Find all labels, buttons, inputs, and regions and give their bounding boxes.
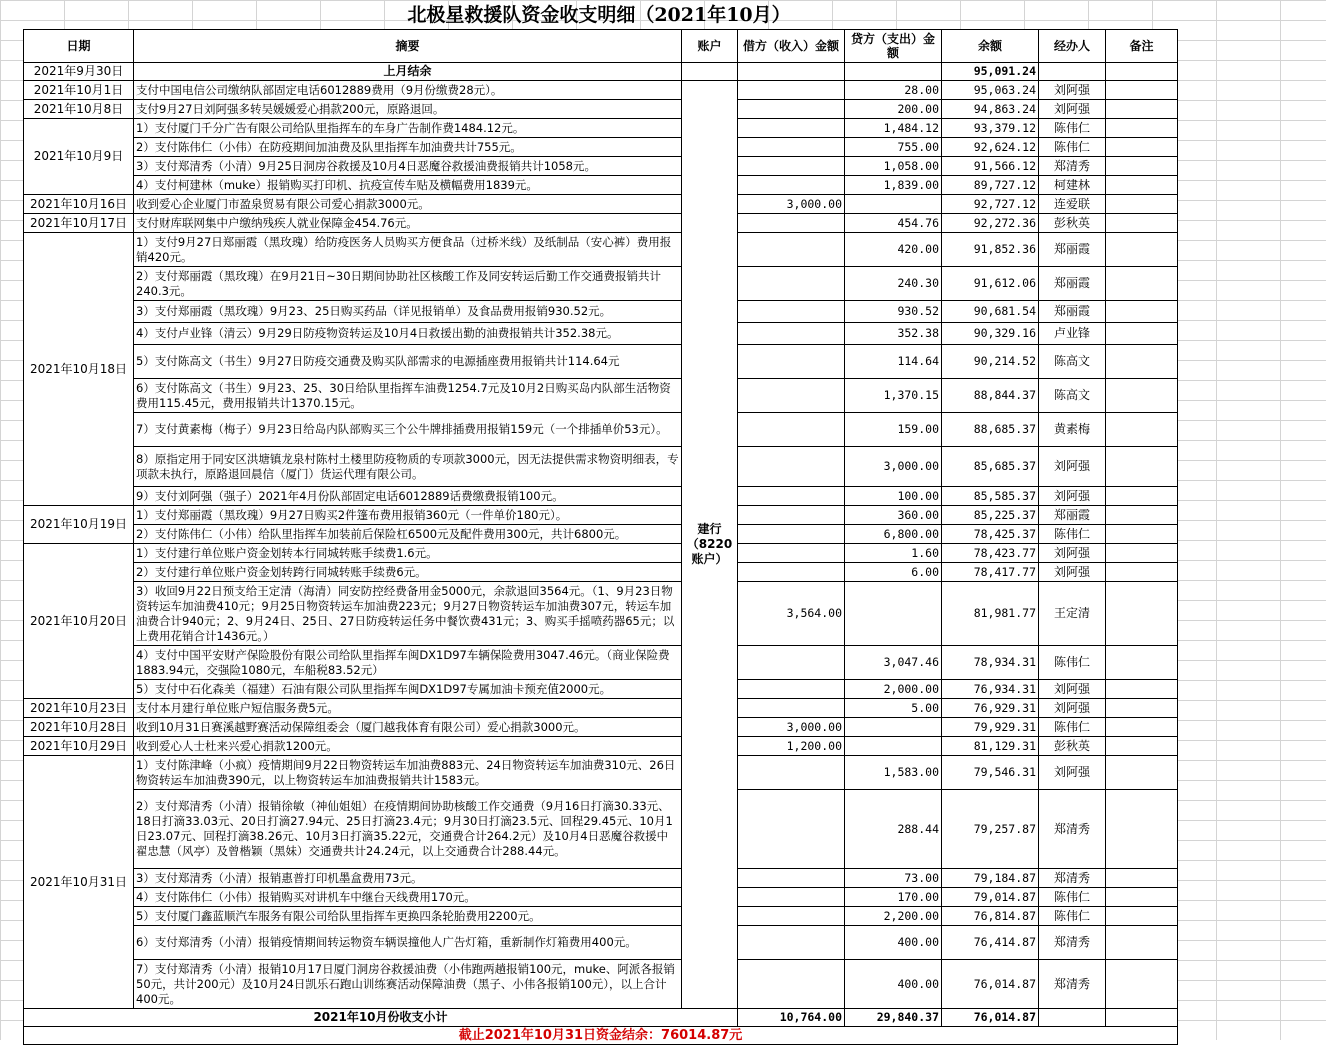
summary-cell[interactable]: 6）支付郑清秀（小清）报销疫情期间转运物资车辆误撞他人广告灯箱，重新制作灯箱费用400元。: [134, 926, 682, 960]
handler-cell[interactable]: 刘阿强: [1039, 680, 1106, 699]
balance-cell[interactable]: 91,852.36: [942, 233, 1039, 267]
summary-cell[interactable]: 4）支付柯建林（muke）报销购买打印机、抗疫宣传车贴及横幅费用1839元。: [134, 176, 682, 195]
table-row: [24, 718, 1178, 737]
balance-cell[interactable]: 88,685.37: [942, 413, 1039, 447]
summary-cell[interactable]: 支付本月建行单位账户短信服务费5元。: [134, 699, 682, 718]
credit-cell[interactable]: 288.44: [845, 790, 942, 869]
remark-cell[interactable]: [1106, 323, 1178, 345]
debit-cell[interactable]: [738, 506, 845, 525]
remark-cell[interactable]: [1106, 233, 1178, 267]
remark-cell[interactable]: [1106, 81, 1178, 100]
balance-cell[interactable]: 79,257.87: [942, 790, 1039, 869]
date-cell[interactable]: 2021年10月23日: [24, 699, 134, 718]
summary-cell[interactable]: 收到爱心人士杜来兴爱心捐款1200元。: [134, 737, 682, 756]
balance-cell[interactable]: 92,624.12: [942, 138, 1039, 157]
summary-cell[interactable]: 6）支付陈高文（书生）9月23、25、30日给队里指挥车油费1254.7元及10月2日购买岛内队部生活物资费用115.45元，费用报销共计1370.15元。: [134, 379, 682, 413]
summary-cell[interactable]: 1）支付郑丽霞（黑玫瑰）9月27日购买2件篷布费用报销360元（一件单价180元）。: [134, 506, 682, 525]
table-row: [24, 345, 1178, 379]
credit-cell[interactable]: 3,047.46: [845, 646, 942, 680]
summary-cell[interactable]: 5）支付厦门鑫蓝顺汽车服务有限公司给队里指挥车更换四条轮胎费用2200元。: [134, 907, 682, 926]
credit-cell[interactable]: 454.76: [845, 214, 942, 233]
table-row: [24, 646, 1178, 680]
debit-cell[interactable]: [738, 379, 845, 413]
remark-cell[interactable]: [1106, 646, 1178, 680]
table-row: [24, 960, 1178, 1009]
summary-cell[interactable]: 8）原指定用于同安区洪塘镇龙泉村陈村土楼里防疫物质的专项款3000元，因无法提供需求物资明细表，专项款未执行，原路退回晨信（厦门）货运代理有限公司。: [134, 447, 682, 487]
balance-cell[interactable]: 79,546.31: [942, 756, 1039, 790]
handler-cell[interactable]: 陈伟仁: [1039, 888, 1106, 907]
handler-cell[interactable]: 郑清秀: [1039, 960, 1106, 1009]
opening-date[interactable]: 2021年9月30日: [24, 63, 134, 81]
date-cell[interactable]: 2021年10月18日: [24, 233, 134, 506]
debit-cell[interactable]: [738, 447, 845, 487]
opening-remark-cell[interactable]: [1106, 63, 1178, 81]
summary-cell[interactable]: 收到10月31日赛溪越野赛活动保障组委会（厦门越我体育有限公司）爱心捐款3000元。: [134, 718, 682, 737]
remark-cell[interactable]: [1106, 506, 1178, 525]
table-row: [24, 413, 1178, 447]
table-row: [24, 157, 1178, 176]
table-row: [24, 699, 1178, 718]
table-row: [24, 119, 1178, 138]
subtotal-balance[interactable]: 76,014.87: [942, 1009, 1039, 1027]
credit-cell[interactable]: 352.38: [845, 323, 942, 345]
credit-cell[interactable]: 200.00: [845, 100, 942, 119]
credit-cell[interactable]: 400.00: [845, 926, 942, 960]
balance-cell[interactable]: 78,425.37: [942, 525, 1039, 544]
debit-cell[interactable]: [738, 790, 845, 869]
summary-cell[interactable]: 2）支付陈伟仁（小伟）给队里指挥车加装前后保险杠6500元及配件费用300元，共计6800元。: [134, 525, 682, 544]
debit-cell[interactable]: 3,000.00: [738, 195, 845, 214]
remark-cell[interactable]: [1106, 176, 1178, 195]
balance-cell[interactable]: 91,612.06: [942, 267, 1039, 301]
table-row: [24, 525, 1178, 544]
table-row: [24, 544, 1178, 563]
table-row: [24, 195, 1178, 214]
debit-cell[interactable]: [738, 413, 845, 447]
table-row: [24, 214, 1178, 233]
opening-account-cell[interactable]: [682, 63, 738, 81]
handler-cell[interactable]: 刘阿强: [1039, 100, 1106, 119]
header-credit[interactable]: 贷方（支出）金额: [845, 30, 942, 63]
debit-cell[interactable]: 1,200.00: [738, 737, 845, 756]
remark-cell[interactable]: [1106, 718, 1178, 737]
table-row: [24, 379, 1178, 413]
balance-cell[interactable]: 85,585.37: [942, 487, 1039, 506]
table-row: [24, 737, 1178, 756]
table-row: [24, 138, 1178, 157]
remark-cell[interactable]: [1106, 756, 1178, 790]
table-row: [24, 233, 1178, 267]
handler-cell[interactable]: 郑丽霞: [1039, 267, 1106, 301]
table-row: [24, 176, 1178, 195]
balance-cell[interactable]: 78,934.31: [942, 646, 1039, 680]
credit-cell[interactable]: 1,370.15: [845, 379, 942, 413]
summary-cell[interactable]: 1）支付建行单位账户资金划转本行同城转账手续费1.6元。: [134, 544, 682, 563]
summary-cell[interactable]: 3）支付郑丽霞（黑玫瑰）9月23、25日购买药品（详见报销单）及食品费用报销930.52元。: [134, 301, 682, 323]
summary-cell[interactable]: 2）支付建行单位账户资金划转跨行同城转账手续费6元。: [134, 563, 682, 582]
debit-cell[interactable]: [738, 563, 845, 582]
remark-cell[interactable]: [1106, 525, 1178, 544]
table-row: [24, 582, 1178, 646]
remark-cell[interactable]: [1106, 100, 1178, 119]
debit-cell[interactable]: [738, 680, 845, 699]
table-row: [24, 563, 1178, 582]
credit-cell[interactable]: 73.00: [845, 869, 942, 888]
debit-cell[interactable]: [738, 756, 845, 790]
remark-cell[interactable]: [1106, 195, 1178, 214]
debit-cell[interactable]: [738, 907, 845, 926]
balance-cell[interactable]: 89,727.12: [942, 176, 1039, 195]
balance-cell[interactable]: 90,681.54: [942, 301, 1039, 323]
debit-cell[interactable]: 3,564.00: [738, 582, 845, 646]
handler-cell[interactable]: 陈伟仁: [1039, 646, 1106, 680]
page-title: 北极星救援队资金收支明细（2021年10月）: [407, 4, 791, 26]
table-row: [24, 869, 1178, 888]
header-handler[interactable]: 经办人: [1039, 30, 1106, 63]
remark-cell[interactable]: [1106, 680, 1178, 699]
table-row: [24, 447, 1178, 487]
balance-cell[interactable]: 76,929.31: [942, 699, 1039, 718]
table-row: [24, 790, 1178, 869]
balance-cell[interactable]: 81,129.31: [942, 737, 1039, 756]
header-remark[interactable]: 备注: [1106, 30, 1178, 63]
table-row: [24, 267, 1178, 301]
summary-cell[interactable]: 2）支付郑清秀（小清）报销徐敏（神仙姐姐）在疫情期间协助核酸工作交通费（9月16日打滴30.33元、18日打滴33.03元、20日打滴27.94元、25日打滴23.4元；9月30日打滴23.5元、回程29.45元、10月1日23.07元、回程打滴38.26元、10月3日打滴35.22元，交通费合计264.2元）及10月4日恶魔谷救援中翟忠慧（风亭）及曾楷颖（黑妹）交通费共计24.24元，以上交通费合计288.44元。: [134, 790, 682, 869]
date-cell[interactable]: 2021年10月1日: [24, 81, 134, 100]
balance-cell[interactable]: 92,727.12: [942, 195, 1039, 214]
credit-cell[interactable]: [845, 195, 942, 214]
handler-cell[interactable]: 刘阿强: [1039, 81, 1106, 100]
remark-cell[interactable]: [1106, 888, 1178, 907]
handler-cell[interactable]: 郑清秀: [1039, 869, 1106, 888]
summary-cell[interactable]: 2）支付郑丽霞（黑玫瑰）在9月21日~30日期间协助社区核酸工作及同安转运后勤工作交通费报销共计240.3元。: [134, 267, 682, 301]
date-cell[interactable]: 2021年10月31日: [24, 756, 134, 1009]
credit-cell[interactable]: 6.00: [845, 563, 942, 582]
opening-label[interactable]: 上月结余: [134, 63, 682, 81]
handler-cell[interactable]: 郑清秀: [1039, 926, 1106, 960]
balance-cell[interactable]: 76,014.87: [942, 960, 1039, 1009]
debit-cell[interactable]: [738, 138, 845, 157]
header-row: [24, 30, 1178, 63]
debit-cell[interactable]: [738, 926, 845, 960]
balance-cell[interactable]: 91,566.12: [942, 157, 1039, 176]
remark-cell[interactable]: [1106, 413, 1178, 447]
credit-cell[interactable]: [845, 718, 942, 737]
date-cell[interactable]: 2021年10月16日: [24, 195, 134, 214]
credit-cell[interactable]: 1,839.00: [845, 176, 942, 195]
opening-balance[interactable]: 95,091.24: [942, 63, 1039, 81]
balance-cell[interactable]: 93,379.12: [942, 119, 1039, 138]
ledger-table: [23, 29, 1178, 1045]
handler-cell[interactable]: 刘阿强: [1039, 563, 1106, 582]
balance-cell[interactable]: 76,414.87: [942, 926, 1039, 960]
date-cell[interactable]: 2021年10月9日: [24, 119, 134, 195]
debit-cell[interactable]: [738, 214, 845, 233]
handler-cell[interactable]: 刘阿强: [1039, 487, 1106, 506]
subtotal-debit[interactable]: 10,764.00: [738, 1009, 845, 1027]
summary-cell[interactable]: 1）支付厦门千分广告有限公司给队里指挥车的车身广告制作费1484.12元。: [134, 119, 682, 138]
balance-cell[interactable]: 95,063.24: [942, 81, 1039, 100]
handler-cell[interactable]: 陈伟仁: [1039, 119, 1106, 138]
credit-cell[interactable]: 400.00: [845, 960, 942, 1009]
debit-cell[interactable]: [738, 301, 845, 323]
handler-cell[interactable]: 郑清秀: [1039, 790, 1106, 869]
opening-credit-cell[interactable]: [845, 63, 942, 81]
summary-cell[interactable]: 支付财库联网集中户缴纳残疾人就业保障金454.76元。: [134, 214, 682, 233]
summary-cell[interactable]: 3）收回9月22日预支给王定清（海清）同安防控经费备用金5000元，余款退回3564元。（1、9月23日物资转运车加油费410元；9月25日物资转运车加油费223元；9月27日物资转运车加油费307元，转运车加油费合计940元；2、9月24日、25日、27日防疫转运任务中餐饮费431元；3、购买手摇喷药器65元；以上费用花销合计1436元。）: [134, 582, 682, 646]
opening-debit-cell[interactable]: [738, 63, 845, 81]
remark-cell[interactable]: [1106, 379, 1178, 413]
closing-row: [24, 1027, 1178, 1045]
summary-cell[interactable]: 1）支付陈津峰（小疯）疫情期间9月22日物资转运车加油费883元、24日物资转运车加油费310元、26日物资转运车加油费390元，以上物资转运车加油费报销共计1583元。: [134, 756, 682, 790]
credit-cell[interactable]: 3,000.00: [845, 447, 942, 487]
credit-cell[interactable]: 1.60: [845, 544, 942, 563]
handler-cell[interactable]: 陈伟仁: [1039, 718, 1106, 737]
table-row: [24, 487, 1178, 506]
debit-cell[interactable]: 3,000.00: [738, 718, 845, 737]
credit-cell[interactable]: 1,058.00: [845, 157, 942, 176]
credit-cell[interactable]: 170.00: [845, 888, 942, 907]
handler-cell[interactable]: 柯建林: [1039, 176, 1106, 195]
table-row: [24, 907, 1178, 926]
summary-cell[interactable]: 7）支付黄素梅（梅子）9月23日给岛内队部购买三个公牛牌排插费用报销159元（一个排插单价53元）。: [134, 413, 682, 447]
balance-cell[interactable]: 81,981.77: [942, 582, 1039, 646]
balance-cell[interactable]: 85,225.37: [942, 506, 1039, 525]
balance-cell[interactable]: 78,423.77: [942, 544, 1039, 563]
credit-cell[interactable]: 360.00: [845, 506, 942, 525]
handler-cell[interactable]: 陈伟仁: [1039, 525, 1106, 544]
balance-cell[interactable]: 79,929.31: [942, 718, 1039, 737]
balance-cell[interactable]: 90,329.16: [942, 323, 1039, 345]
table-row: [24, 680, 1178, 699]
handler-cell[interactable]: 刘阿强: [1039, 447, 1106, 487]
remark-cell[interactable]: [1106, 563, 1178, 582]
credit-cell[interactable]: 5.00: [845, 699, 942, 718]
credit-cell[interactable]: 755.00: [845, 138, 942, 157]
header-balance[interactable]: 余额: [942, 30, 1039, 63]
debit-cell[interactable]: [738, 81, 845, 100]
credit-cell[interactable]: [845, 737, 942, 756]
remark-cell[interactable]: [1106, 267, 1178, 301]
handler-cell[interactable]: 陈伟仁: [1039, 138, 1106, 157]
opening-row: [24, 63, 1178, 81]
credit-cell[interactable]: 6,800.00: [845, 525, 942, 544]
credit-cell[interactable]: 114.64: [845, 345, 942, 379]
balance-cell[interactable]: 78,417.77: [942, 563, 1039, 582]
debit-cell[interactable]: [738, 888, 845, 907]
credit-cell[interactable]: 1,484.12: [845, 119, 942, 138]
handler-cell[interactable]: 刘阿强: [1039, 699, 1106, 718]
remark-cell[interactable]: [1106, 138, 1178, 157]
credit-cell[interactable]: [845, 582, 942, 646]
balance-cell[interactable]: 90,214.52: [942, 345, 1039, 379]
table-row: [24, 756, 1178, 790]
header-account[interactable]: 账户: [682, 30, 738, 63]
subtotal-credit[interactable]: 29,840.37: [845, 1009, 942, 1027]
debit-cell[interactable]: [738, 100, 845, 119]
handler-cell[interactable]: 彭秋英: [1039, 214, 1106, 233]
summary-cell[interactable]: 3）支付郑清秀（小清）9月25日洞房谷救援及10月4日恶魔谷救援油费报销共计1058元。: [134, 157, 682, 176]
summary-cell[interactable]: 4）支付卢业锋（清云）9月29日防疫物资转运及10月4日救援出勤的油费报销共计352.38元。: [134, 323, 682, 345]
credit-cell[interactable]: 240.30: [845, 267, 942, 301]
credit-cell[interactable]: 100.00: [845, 487, 942, 506]
handler-cell[interactable]: 黄素梅: [1039, 413, 1106, 447]
handler-cell[interactable]: 陈高文: [1039, 379, 1106, 413]
remark-cell[interactable]: [1106, 447, 1178, 487]
summary-cell[interactable]: 支付中国电信公司缴纳队部固定电话6012889费用（9月份缴费28元）。: [134, 81, 682, 100]
remark-cell[interactable]: [1106, 699, 1178, 718]
date-cell[interactable]: 2021年10月17日: [24, 214, 134, 233]
subtotal-label[interactable]: 2021年10月份收支小计: [24, 1009, 738, 1027]
balance-cell[interactable]: 79,014.87: [942, 888, 1039, 907]
balance-cell[interactable]: 85,685.37: [942, 447, 1039, 487]
remark-cell[interactable]: [1106, 960, 1178, 1009]
balance-cell[interactable]: 76,934.31: [942, 680, 1039, 699]
debit-cell[interactable]: [738, 646, 845, 680]
balance-cell[interactable]: 88,844.37: [942, 379, 1039, 413]
remark-cell[interactable]: [1106, 487, 1178, 506]
balance-cell[interactable]: 94,863.24: [942, 100, 1039, 119]
date-cell[interactable]: 2021年10月29日: [24, 737, 134, 756]
handler-cell[interactable]: 彭秋英: [1039, 737, 1106, 756]
handler-cell[interactable]: 刘阿强: [1039, 544, 1106, 563]
header-date[interactable]: 日期: [24, 30, 134, 63]
remark-cell[interactable]: [1106, 345, 1178, 379]
summary-cell[interactable]: 4）支付陈伟仁（小伟）报销购买对讲机车中继台天线费用170元。: [134, 888, 682, 907]
debit-cell[interactable]: [738, 323, 845, 345]
table-row: [24, 506, 1178, 525]
subtotal-handler-cell[interactable]: [1039, 1009, 1106, 1027]
table-row: [24, 100, 1178, 119]
summary-cell[interactable]: 4）支付中国平安财产保险股份有限公司给队里指挥车闽DX1D97车辆保险费用3047.46元。（商业保险费1883.94元，交强险1080元，车船税83.52元）: [134, 646, 682, 680]
remark-cell[interactable]: [1106, 301, 1178, 323]
credit-cell[interactable]: 420.00: [845, 233, 942, 267]
balance-cell[interactable]: 76,814.87: [942, 907, 1039, 926]
header-summary[interactable]: 摘要: [134, 30, 682, 63]
balance-cell[interactable]: 92,272.36: [942, 214, 1039, 233]
table-row: [24, 81, 1178, 100]
debit-cell[interactable]: [738, 544, 845, 563]
account-cell[interactable]: 建行（8220账户）: [682, 81, 738, 1009]
table-row: [24, 301, 1178, 323]
summary-cell[interactable]: 9）支付刘阿强（强子）2021年4月份队部固定电话6012889话费缴费报销100元。: [134, 487, 682, 506]
debit-cell[interactable]: [738, 960, 845, 1009]
remark-cell[interactable]: [1106, 907, 1178, 926]
date-cell[interactable]: 2021年10月19日: [24, 506, 134, 544]
debit-cell[interactable]: [738, 157, 845, 176]
summary-cell[interactable]: 收到爱心企业厦门市盈泉贸易有限公司爱心捐款3000元。: [134, 195, 682, 214]
remark-cell[interactable]: [1106, 926, 1178, 960]
subtotal-remark-cell[interactable]: [1106, 1009, 1178, 1027]
credit-cell[interactable]: 2,200.00: [845, 907, 942, 926]
debit-cell[interactable]: [738, 699, 845, 718]
remark-cell[interactable]: [1106, 582, 1178, 646]
debit-cell[interactable]: [738, 869, 845, 888]
debit-cell[interactable]: [738, 233, 845, 267]
remark-cell[interactable]: [1106, 119, 1178, 138]
summary-cell[interactable]: 支付9月27日刘阿强多转吴媛媛爱心捐款200元，原路退回。: [134, 100, 682, 119]
summary-cell[interactable]: 5）支付中石化森美（福建）石油有限公司队里指挥车闽DX1D97专属加油卡预充值2000元。: [134, 680, 682, 699]
debit-cell[interactable]: [738, 119, 845, 138]
summary-cell[interactable]: 1）支付9月27日郑丽霞（黑玫瑰）给防疫医务人员购买方便食品（过桥米线）及纸制品（安心裤）费用报销420元。: [134, 233, 682, 267]
remark-cell[interactable]: [1106, 869, 1178, 888]
opening-handler-cell[interactable]: [1039, 63, 1106, 81]
summary-cell[interactable]: 7）支付郑清秀（小清）报销10月17日厦门洞房谷救援油费（小伟跑两趟报销100元，muke、阿派各报销50元，共计200元）及10月24日凯乐石跑山训练赛活动保障油费（黑子、小伟各报销100元），以上合计400元。: [134, 960, 682, 1009]
credit-cell[interactable]: 930.52: [845, 301, 942, 323]
handler-cell[interactable]: 刘阿强: [1039, 756, 1106, 790]
table-row: [24, 926, 1178, 960]
handler-cell[interactable]: 连爱联: [1039, 195, 1106, 214]
table-row: [24, 323, 1178, 345]
handler-cell[interactable]: 郑丽霞: [1039, 506, 1106, 525]
credit-cell[interactable]: 1,583.00: [845, 756, 942, 790]
debit-cell[interactable]: [738, 267, 845, 301]
table-row: [24, 888, 1178, 907]
debit-cell[interactable]: [738, 176, 845, 195]
remark-cell[interactable]: [1106, 737, 1178, 756]
summary-cell[interactable]: 5）支付陈高文（书生）9月27日防疫交通费及购买队部需求的电源插座费用报销共计114.64元: [134, 345, 682, 379]
debit-cell[interactable]: [738, 525, 845, 544]
handler-cell[interactable]: 郑丽霞: [1039, 233, 1106, 267]
summary-cell[interactable]: 2）支付陈伟仁（小伟）在防疫期间加油费及队里指挥车加油费共计755元。: [134, 138, 682, 157]
remark-cell[interactable]: [1106, 790, 1178, 869]
date-cell[interactable]: 2021年10月20日: [24, 544, 134, 699]
debit-cell[interactable]: [738, 345, 845, 379]
date-cell[interactable]: 2021年10月8日: [24, 100, 134, 119]
credit-cell[interactable]: 2,000.00: [845, 680, 942, 699]
remark-cell[interactable]: [1106, 214, 1178, 233]
subtotal-row: [24, 1009, 1178, 1027]
remark-cell[interactable]: [1106, 544, 1178, 563]
credit-cell[interactable]: 28.00: [845, 81, 942, 100]
summary-cell[interactable]: 3）支付郑清秀（小清）报销惠普打印机墨盒费用73元。: [134, 869, 682, 888]
handler-cell[interactable]: 王定清: [1039, 582, 1106, 646]
handler-cell[interactable]: 卢业锋: [1039, 323, 1106, 345]
handler-cell[interactable]: 郑清秀: [1039, 157, 1106, 176]
handler-cell[interactable]: 郑丽霞: [1039, 301, 1106, 323]
remark-cell[interactable]: [1106, 157, 1178, 176]
credit-cell[interactable]: 159.00: [845, 413, 942, 447]
handler-cell[interactable]: 陈高文: [1039, 345, 1106, 379]
closing-balance-note[interactable]: 截止2021年10月31日资金结余：76014.87元: [24, 1027, 1178, 1045]
date-cell[interactable]: 2021年10月28日: [24, 718, 134, 737]
debit-cell[interactable]: [738, 487, 845, 506]
header-debit[interactable]: 借方（收入）金额: [738, 30, 845, 63]
handler-cell[interactable]: 陈伟仁: [1039, 907, 1106, 926]
balance-cell[interactable]: 79,184.87: [942, 869, 1039, 888]
